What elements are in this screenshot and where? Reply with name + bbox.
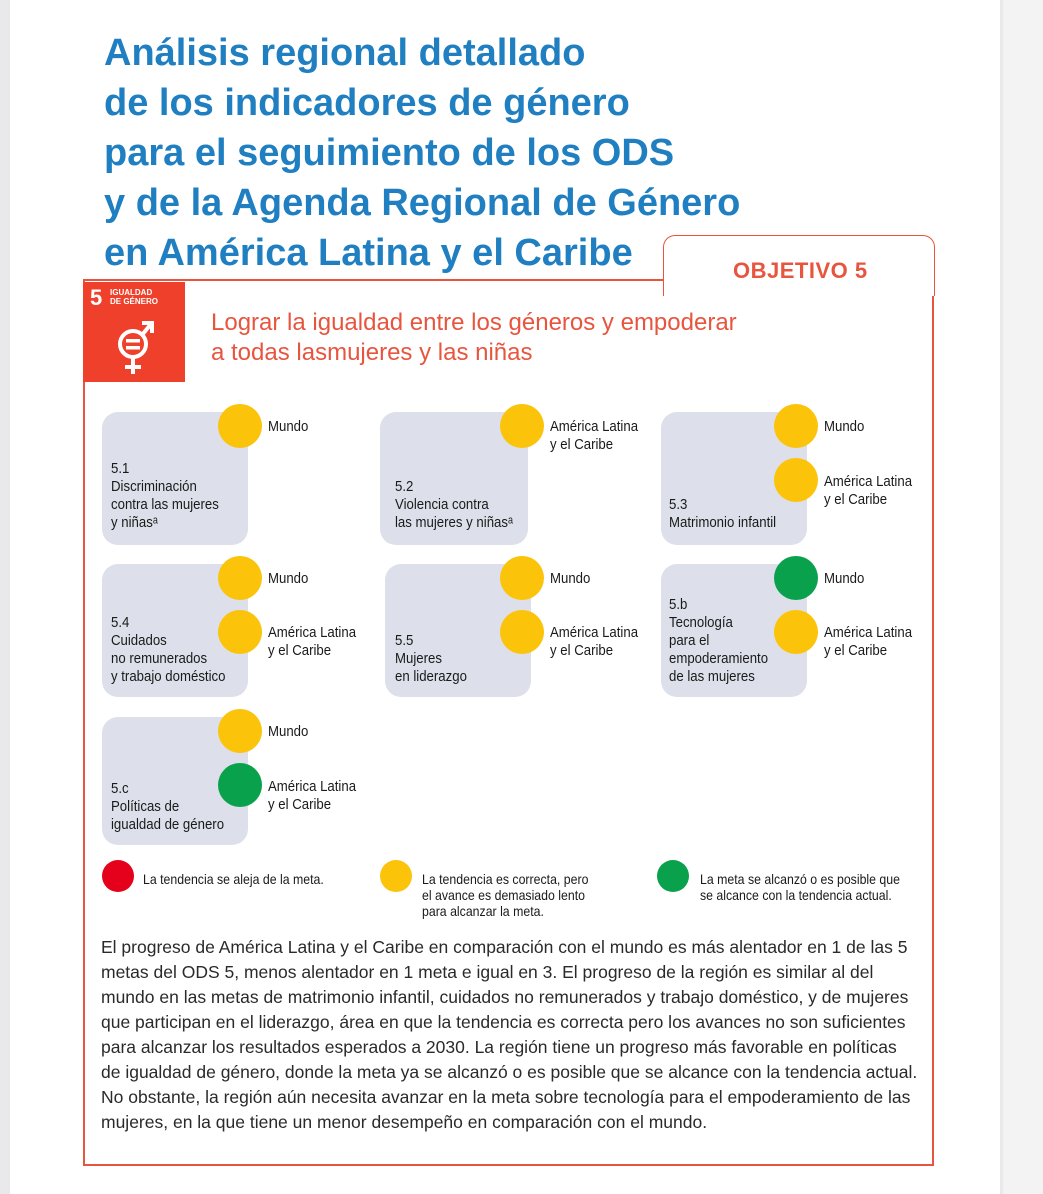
label-line: y el Caribe — [268, 642, 332, 659]
target-text-5-2 — [395, 478, 513, 532]
target-text-5-c — [111, 780, 224, 834]
legend-dot-red — [102, 860, 134, 892]
label-line: América Latina — [268, 624, 357, 641]
target-line: igualdad de género — [111, 816, 225, 833]
target-line: y niñasᵃ — [111, 514, 158, 531]
target-text-5-5 — [395, 632, 467, 686]
target-text-5-b — [669, 596, 768, 686]
frame-bottom — [83, 1164, 934, 1166]
label-region — [268, 624, 356, 660]
goal-statement — [211, 308, 737, 368]
target-line: Políticas de — [111, 798, 180, 815]
label-line: América Latina — [550, 418, 639, 435]
page-title — [104, 28, 740, 278]
legend-dot-yellow — [380, 860, 412, 892]
label-line: y el Caribe — [268, 796, 332, 813]
label-line: América Latina — [824, 624, 913, 641]
label-world: Mundo — [824, 418, 865, 435]
target-line: contra las mujeres — [111, 496, 219, 513]
status-dot-world — [218, 709, 262, 753]
legend-text-yellow — [422, 871, 588, 919]
sdg-name-line: IGUALDAD — [110, 288, 153, 297]
target-code: 5.2 — [395, 478, 414, 495]
target-line: y trabajo doméstico — [111, 668, 226, 685]
label-region — [268, 778, 356, 814]
status-dot-region — [218, 610, 262, 654]
status-dot-region — [500, 404, 544, 448]
target-line: Tecnología — [669, 614, 733, 631]
status-dot-world — [774, 404, 818, 448]
title-line: y de la Agenda Regional de Género — [104, 182, 741, 224]
label-line: y el Caribe — [550, 436, 614, 453]
target-text-5-1 — [111, 460, 219, 532]
label-world: Mundo — [824, 570, 865, 587]
target-text-5-3 — [669, 496, 776, 532]
target-line: Discriminación — [111, 478, 197, 495]
legend-line: el avance es demasiado lento — [422, 887, 586, 903]
legend-line: se alcance con la tendencia actual. — [700, 887, 892, 903]
sdg-name — [110, 288, 170, 306]
legend-text-green — [700, 871, 900, 903]
status-dot-world — [218, 404, 262, 448]
label-world: Mundo — [550, 570, 591, 587]
target-line: en liderazgo — [395, 668, 467, 685]
scrollbar-track[interactable] — [1003, 0, 1043, 1194]
target-code: 5.3 — [669, 496, 688, 513]
goal-line: Lograr la igualdad entre los géneros y empoderar — [211, 309, 737, 336]
status-dot-world — [774, 556, 818, 600]
target-line: Mujeres — [395, 650, 442, 667]
target-line: empoderamiento — [669, 650, 769, 667]
target-code: 5.1 — [111, 460, 130, 477]
title-line: de los indicadores de género — [104, 82, 630, 124]
status-dot-region — [500, 610, 544, 654]
sdg-name-line: DE GÉNERO — [110, 297, 159, 306]
title-line: para el seguimiento de los ODS — [104, 132, 675, 174]
target-line: Violencia contra — [395, 496, 489, 513]
legend-line: para alcanzar la meta. — [422, 903, 544, 919]
target-text-5-4 — [111, 614, 225, 686]
label-line: América Latina — [824, 473, 913, 490]
sdg-5-icon — [83, 282, 185, 382]
target-line: para el — [669, 632, 710, 649]
status-dot-region — [218, 763, 262, 807]
objective-label: OBJETIVO 5 — [733, 258, 868, 283]
label-world: Mundo — [268, 723, 309, 740]
status-dot-region — [774, 610, 818, 654]
target-code: 5.c — [111, 780, 129, 797]
frame-right — [932, 280, 934, 1165]
summary-paragraph: El progreso de América Latina y el Caribe en comparación con el mundo es más alentador en 1 de las 5 metas del ODS 5, menos alentador en 1 meta e igual en 3. El progreso de la región es similar al del mundo en las metas de matrimonio infantil, cuidados no remunerados y trabajo doméstico, y de mujeres que participan en el liderazgo, área en que la tendencia es correcta pero los avances no son suficientes para alcanzar los resultados esperados a 2030. La región tiene un progreso más favorable en políticas de igualdad de género, donde la meta ya se alcanzó o es posible que se alcance con la tendencia actual. No obstante, la región aún necesita avanzar en la meta sobre tecnología para el empoderamiento de las mujeres, en la que tiene un menor desempeño en comparación con el mundo. — [101, 937, 918, 1132]
label-line: y el Caribe — [550, 642, 614, 659]
target-code: 5.b — [669, 596, 688, 613]
label-world: Mundo — [268, 418, 309, 435]
legend-line: La meta se alcanzó o es posible que — [700, 871, 900, 887]
target-line: no remunerados — [111, 650, 208, 667]
label-line: América Latina — [268, 778, 357, 795]
status-dot-world — [218, 556, 262, 600]
title-line: en América Latina y el Caribe — [104, 232, 633, 274]
legend-line: La tendencia es correcta, pero — [422, 871, 589, 887]
frame-left — [83, 279, 85, 1165]
label-region — [824, 473, 912, 509]
goal-line: a todas lasmujeres y las niñas — [211, 339, 533, 366]
label-line: y el Caribe — [824, 491, 888, 508]
status-dot-region — [774, 458, 818, 502]
target-line: Matrimonio infantil — [669, 514, 777, 531]
title-line: Análisis regional detallado — [104, 32, 586, 74]
label-line: América Latina — [550, 624, 639, 641]
label-region — [824, 624, 912, 660]
frame-top-left — [83, 279, 665, 281]
target-line: de las mujeres — [669, 668, 755, 685]
label-world: Mundo — [268, 570, 309, 587]
sdg-number: 5 — [90, 285, 103, 310]
status-dot-world — [500, 556, 544, 600]
legend-line: La tendencia se aleja de la meta. — [143, 871, 324, 887]
legend-text-red — [143, 871, 324, 887]
target-line: las mujeres y niñasᵃ — [395, 514, 513, 531]
label-line: y el Caribe — [824, 642, 888, 659]
label-region — [550, 418, 638, 454]
target-code: 5.5 — [395, 632, 414, 649]
label-region — [550, 624, 638, 660]
target-line: Cuidados — [111, 632, 167, 649]
target-code: 5.4 — [111, 614, 130, 631]
legend-dot-green — [657, 860, 689, 892]
gender-equality-icon — [115, 320, 155, 376]
